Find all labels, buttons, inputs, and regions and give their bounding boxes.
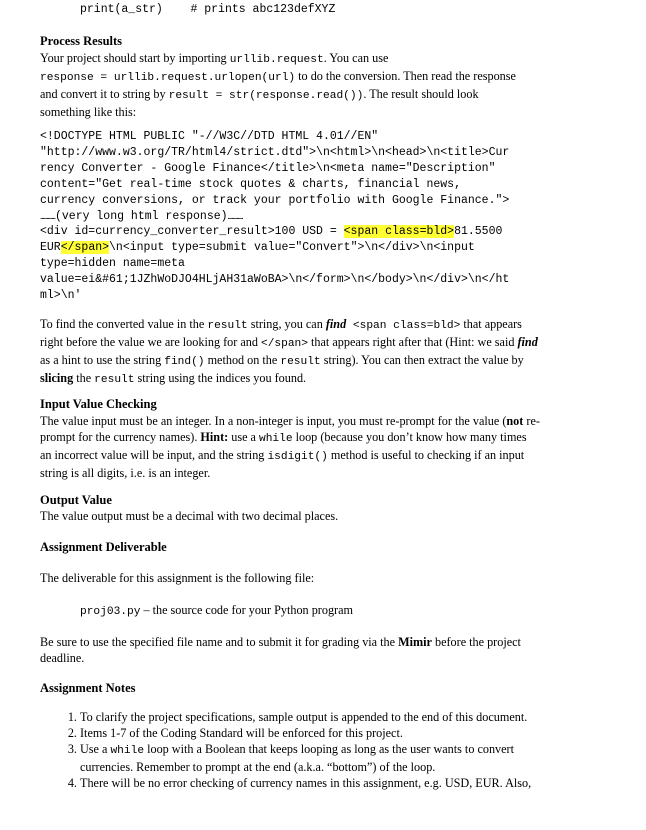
deliverable-text: The deliverable for this assignment is the following file: (40, 571, 315, 585)
process-results-paragraph (40, 50, 600, 120)
code-line (40, 224, 502, 240)
inline-code: result = str(response.read()) (168, 90, 364, 102)
code-line: "http://www.w3.org/TR/html4/strict.dtd">\n<html>\n<head>\n<title>Cur (40, 146, 510, 159)
code-line: currency conversions, or track your portfolio with Google Finance."> (40, 194, 510, 207)
output-value-heading: Output Value (40, 493, 112, 507)
highlighted-span-open: <span class=bld> (343, 225, 455, 238)
ellipsis: ............ (40, 211, 55, 221)
text: deadline. (40, 651, 85, 665)
inline-code: while (110, 745, 145, 757)
list-item (80, 741, 620, 775)
text: <div id=currency_converter_result>100 USD = (40, 225, 344, 238)
inline-code: while (258, 433, 293, 445)
notes-list (58, 709, 620, 791)
code-line (40, 208, 243, 225)
text: re- (523, 414, 540, 428)
deliverable-heading: Assignment Deliverable (40, 540, 167, 554)
text: Be sure to use the specified file name and to submit it for grading via the (40, 635, 399, 649)
text: Your project should start by importing (40, 51, 230, 65)
highlighted-span-close: </span> (60, 241, 110, 254)
text: – the source code for your Python program (140, 603, 353, 617)
text: . You can use (323, 51, 389, 65)
text: prompt for the currency names). (40, 430, 201, 444)
inline-code: isdigit() (267, 451, 328, 463)
emphasis: slicing (40, 371, 74, 385)
code-line: type=hidden name=meta (40, 257, 185, 270)
text: Use a (80, 742, 111, 756)
inline-code: response = urllib.request.urlopen(url) (40, 72, 296, 84)
inline-code: result (94, 374, 135, 386)
submission-paragraph (40, 634, 600, 666)
emphasis: Mimir (398, 635, 432, 649)
text: string is all digits, i.e. is an integer. (40, 466, 211, 480)
text: string). You can then extract the value by (320, 353, 524, 367)
emphasis: Hint: (200, 430, 229, 444)
list-item: 2. Items 1-7 of the Coding Standard will be enforced for this project. (80, 725, 620, 741)
list-item: 4. There will be no error checking of currency names in this assignment, e.g. USD, EUR. Also, (80, 775, 620, 791)
text: loop with a Boolean that keeps looping as long as the user wants to convert (144, 742, 514, 756)
text: loop (because you don’t know how many times (292, 430, 527, 444)
text: the (73, 371, 95, 385)
inline-code: result (207, 320, 248, 332)
input-checking-paragraph (40, 413, 600, 481)
deliverable-file (80, 602, 640, 620)
text: before the project (431, 635, 521, 649)
text: \n<input type=submit value="Convert">\n</div>\n<input (109, 241, 475, 254)
text: method is useful to checking if an input (327, 448, 525, 462)
print-comment: # prints abc123defXYZ (190, 3, 336, 16)
output-value-text: The value output must be a decimal with two decimal places. (40, 509, 339, 523)
text: an incorrect value will be input, and the string (40, 448, 268, 462)
text: something like this: (40, 105, 137, 119)
inline-code: <span class=bld> (346, 320, 461, 332)
text: string, you can (247, 317, 326, 331)
inline-code: find() (164, 356, 205, 368)
code-line: <!DOCTYPE HTML PUBLIC "-//W3C//DTD HTML 4.01//EN" (40, 130, 379, 143)
code-line: content="Get real-time stock quotes & charts, financial news, (40, 178, 461, 191)
text: and convert it to string by (40, 87, 169, 101)
list-item: 1. To clarify the project specifications, sample output is appended to the end of this document. (80, 709, 620, 725)
text: to do the conversion. Then read the response (295, 69, 516, 83)
inline-code: proj03.py (80, 606, 141, 618)
code-line: rency Converter - Google Finance</title>\n<meta name="Description" (40, 162, 496, 175)
text: use a (228, 430, 259, 444)
code-line (40, 240, 475, 256)
print-call: print(a_str) (80, 3, 163, 16)
text: as a hint to use the string (40, 353, 165, 367)
code-line: ml>\n' (40, 289, 82, 302)
process-results-heading: Process Results (40, 34, 123, 48)
emphasis: find (325, 317, 347, 331)
text: . The result should look (363, 87, 479, 101)
text: string using the indices you found. (134, 371, 307, 385)
text: To find the converted value in the (40, 317, 208, 331)
find-paragraph (40, 316, 600, 388)
inline-code: urllib.request (229, 54, 324, 66)
top-code-line (80, 2, 335, 18)
converted-value: 81.5500 (454, 225, 503, 238)
text: The value input must be an integer. In a non-integer is input, you must re-prompt for the value ( (40, 414, 507, 428)
code-line: value=ei&#61;1JZhWoDJO4HLjAH31aWoBA>\n</form>\n</body>\n</div>\n</ht (40, 273, 510, 286)
text: currencies. Remember to prompt at the end (a.k.a. “bottom”) of the loop. (80, 760, 436, 774)
text: that appears right after that (Hint: we said (307, 335, 518, 349)
text: that appears (460, 317, 522, 331)
text: EUR (40, 241, 61, 254)
emphasis: not (506, 414, 524, 428)
text: (very long html response) (55, 210, 228, 223)
text: method on the (204, 353, 281, 367)
notes-heading: Assignment Notes (40, 681, 136, 695)
text: right before the value we are looking for and (40, 335, 261, 349)
inline-code: </span> (260, 338, 308, 350)
emphasis: find (517, 335, 538, 349)
ellipsis: ............ (227, 211, 243, 221)
input-checking-heading: Input Value Checking (40, 397, 157, 411)
inline-code: result (280, 356, 321, 368)
